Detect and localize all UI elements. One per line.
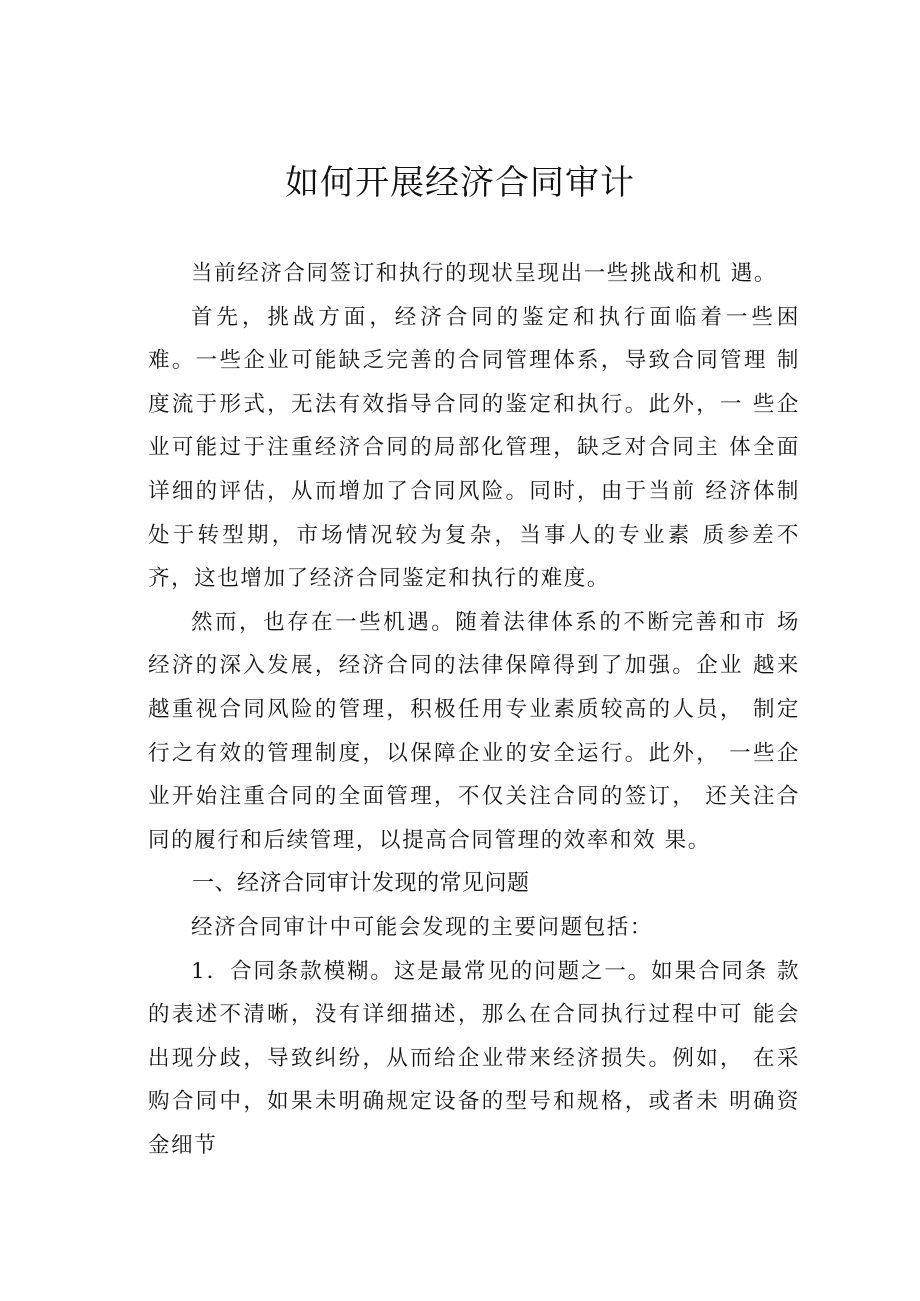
document-title: 如何开展经济合同审计: [285, 163, 635, 203]
issue-1-paragraph: 1．合同条款模糊。这是最常见的问题之一。如果合同条 款的表述不清晰，没有详细描述，那么在合同执行过程中可 能会出现分歧，导致纠纷，从而给企业带来经济损失。例如， 在采购合同中，如果未明确规定设备的型号和规格，或者未 明确资金细节: [148, 958, 800, 1158]
opportunities-paragraph: 然而，也存在一些机遇。随着法律体系的不断完善和市 场经济的深入发展，经济合同的法律保障得到了加强。企业 越来越重视合同风险的管理，积极任用专业素质较高的人员， 制定行之有效的管理制度，以保障企业的安全运行。此外， 一些企业开始注重合同的全面管理，不仅关注合同的签订， 还关注合同的履行和后续管理，以提高合同管理的效率和效 果。: [148, 609, 800, 853]
section-heading: 一、经济合同审计发现的常见问题: [192, 871, 530, 897]
section-intro-paragraph: 经济合同审计中可能会发现的主要问题包括：: [191, 914, 654, 940]
intro-paragraph: 当前经济合同签订和执行的现状呈现出一些挑战和机 遇。: [191, 261, 777, 286]
document-body: [148, 252, 800, 1167]
challenges-paragraph: 首先，挑战方面，经济合同的鉴定和执行面临着一些困 难。一些企业可能缺乏完善的合同管理体系，导致合同管理 制度流于形式，无法有效指导合同的鉴定和执行。此外，一 些企业可能过于注重经济合同的局部化管理，缺乏对合同主 体全面详细的评估，从而增加了合同风险。同时，由于当前 经济体制处于转型期，市场情况较为复杂，当事人的专业素 质参差不齐，这也增加了经济合同鉴定和执行的难度。: [148, 304, 800, 592]
